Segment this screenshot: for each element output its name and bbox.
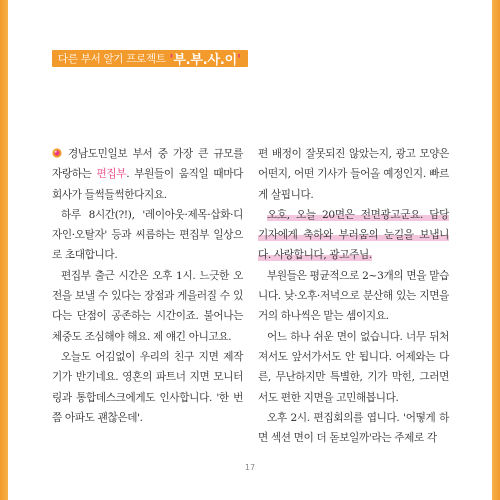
paragraph: 편집부 출근 시간은 오후 1시. 느긋한 오전을 보낼 수 있다는 장점과 게을러질 수 있다는 단점이 공존하는 시간이죠. 불어나는 체중도 조심해야 해요. 제 얘긴 아니고요. [52,269,243,343]
banner-title-main: 부.부.사.이 [173,53,237,68]
right-text-column [258,144,449,448]
paragraph: 오늘도 어김없이 우리의 친구 지면 제작기가 반기네요. 영혼의 파트너 지면 모니터링과 통합데스크에게도 인사합니다. '한 번쯤 아파도 괜찮은데'. [52,350,243,424]
left-orange-border [0,0,8,500]
highlight-editorial-dept: 편집부 [96,168,127,181]
right-orange-border [492,0,500,500]
banner-title [170,49,241,68]
paragraph: 하루 8시간(?!), '레이아웃·제목·삽화·디자인·오탈자' 등과 씨름하는 편집부 일상으로 초대합니다. [52,208,243,262]
paragraph [258,205,449,266]
paragraph: 오후 2시. 편집회의를 엽니다. '어떻게 하면 섹션 면이 더 돋보일까'라는 주제로 각 [258,411,449,445]
banner-quote-open: ' [169,53,174,68]
paragraph: 편 배정이 잘못되진 않았는지, 광고 모양은 어떤지, 어떤 기사가 들어올 예정인지. 빠르게 살핍니다. [258,148,449,201]
banner-label: 다른 부서 알기 프로젝트 [58,53,166,65]
banner-quote-close: ' [236,53,241,68]
page-number: 17 [244,463,256,472]
paragraph: 부원들은 평균적으로 2~3개의 면을 맡습니다. 낮·오후·저녁으로 분산해 있는 지면을 거의 하나씩은 맡는 셈이지요. [258,269,449,323]
left-text-column [52,144,243,428]
flower-bullet-icon [52,145,62,155]
paragraph: 경남도민일보 부서 중 가장 큰 규모를 자랑하는 편집부. 부원들이 움직일 때마다 회사가 들썩들썩한다지요. [52,144,243,205]
highlighted-passage: 오호, 오늘 20면은 전면광고군요. 담당 기자에게 축하와 부러움의 눈길을 보냅니다. 사랑합니다, 광고주님. [258,208,449,262]
section-banner [52,50,248,67]
paragraph: 어느 하나 쉬운 면이 없습니다. 너무 뒤처져서도 앞서가서도 안 됩니다. 어제와는 다른, 무난하지만 특별한, 기가 막힌, 그러면서도 편한 지면을 고민해봅니다. [258,330,449,404]
